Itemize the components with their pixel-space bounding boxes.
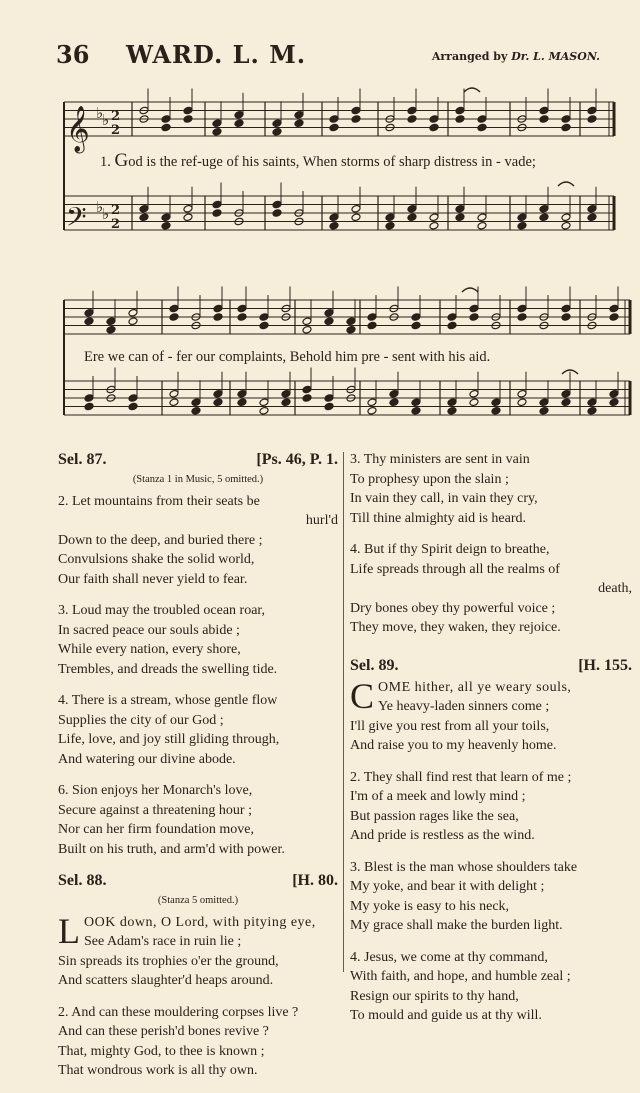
verse-line: 3. Loud may the troubled ocean roar, [58, 603, 266, 618]
svg-text:𝄢: 𝄢 [66, 201, 87, 239]
note-head [294, 110, 304, 119]
selection-header [58, 871, 338, 893]
note-head [329, 115, 339, 124]
note-head [561, 115, 571, 124]
fermata-icon [464, 88, 480, 92]
note-head [561, 398, 571, 407]
stanza [350, 540, 632, 638]
lyric-dropcap: G [114, 150, 129, 171]
verse-line: death, [598, 581, 632, 596]
verse-line: With faith, and hope, and humble zeal ; [350, 969, 571, 984]
svg-text:♭: ♭ [102, 111, 110, 129]
note-head [351, 115, 361, 124]
drop-capital: L [58, 910, 80, 951]
music-score [0, 0, 640, 440]
verse-line: Supplies the city of our God ; [58, 712, 224, 728]
note-head [213, 304, 223, 313]
note-head [407, 213, 417, 222]
note-head [587, 398, 597, 407]
note-head [324, 317, 334, 326]
stanza-number: 1. [100, 154, 111, 170]
verse-line: Our faith shall never yield to fear. [58, 571, 248, 587]
note-head [477, 123, 487, 132]
note-head [561, 389, 571, 398]
selection-reference: [Ps. 46, P. 1. [256, 451, 338, 468]
arranger-name: Dr. L. MASON. [511, 50, 600, 63]
note-head [469, 389, 479, 398]
verse-line: That wondrous work is all thy own. [58, 1063, 258, 1078]
svg-text:♭: ♭ [102, 205, 110, 223]
note-head [183, 106, 193, 115]
note-head [302, 325, 312, 334]
note-head [455, 115, 465, 124]
note-head [407, 115, 417, 124]
verse-line: I'll give you rest from all your toils, [350, 718, 550, 734]
note-head [351, 106, 361, 115]
note-head [324, 308, 334, 317]
note-head [539, 106, 549, 115]
fermata-icon [558, 182, 574, 186]
note-head [367, 321, 377, 330]
verse-line: In sacred peace our souls abide ; [58, 622, 240, 638]
stanza [58, 691, 338, 769]
note-head [517, 221, 527, 230]
note-head [212, 209, 222, 218]
svg-text:2: 2 [111, 123, 121, 138]
note-head [213, 313, 223, 322]
note-head [455, 204, 465, 213]
stanza [350, 675, 632, 756]
note-head [587, 406, 597, 415]
verse-line: Resign our spirits to thy hand, [350, 988, 519, 1004]
note-head [609, 398, 619, 407]
note-head [324, 394, 334, 403]
note-head [272, 200, 282, 209]
note-head [169, 304, 179, 313]
note-head [272, 209, 282, 218]
note-head [259, 321, 269, 330]
verse-line: See Adam's race in ruin lie ; [84, 934, 242, 949]
note-head [294, 119, 304, 128]
note-head [212, 200, 222, 209]
note-head [477, 221, 487, 230]
note-head [447, 321, 457, 330]
verse-line: OOK down, O Lord, with pitying eye, [84, 914, 316, 930]
note-head [609, 304, 619, 313]
verse-line: While every nation, every shore, [58, 642, 241, 657]
note-head [367, 398, 377, 407]
verse-line: 2. Let mountains from their seats be [58, 493, 260, 509]
verse-line: And watering our divine abode. [58, 751, 236, 767]
note-head [517, 398, 527, 407]
note-head [169, 398, 179, 407]
verse-line: 3. Thy ministers are sent in vain [350, 452, 530, 467]
verse-line: To mould and guide us at thy will. [350, 1008, 542, 1023]
left-column [58, 450, 338, 1093]
bass-clef-icon [66, 201, 87, 239]
stanza [58, 601, 338, 679]
note-head [429, 115, 439, 124]
note-head [539, 406, 549, 415]
note-head [469, 398, 479, 407]
note-head [447, 406, 457, 415]
note-head [561, 221, 571, 230]
note-head [183, 204, 193, 213]
selection-88 [58, 871, 338, 1081]
verse-line: 3. Blest is the man whose shoulders take [350, 859, 578, 875]
treble-clef-icon [66, 106, 90, 154]
column-divider [343, 452, 344, 972]
verse-line: And scatters slaughter'd heaps around. [58, 973, 274, 988]
selection-number: Sel. 88. [58, 872, 107, 889]
right-column [350, 450, 632, 1038]
verse-line: 4. There is a stream, whose gentle flow [58, 693, 278, 708]
note-head [561, 123, 571, 132]
selection-reference: [H. 155. [578, 656, 632, 674]
note-head [329, 221, 339, 230]
note-head [161, 213, 171, 222]
selection-header [58, 450, 338, 472]
note-head [517, 389, 527, 398]
note-head [237, 304, 247, 313]
note-head [491, 406, 501, 415]
note-head [539, 213, 549, 222]
verse-line: My yoke, and bear it with delight ; [350, 879, 545, 894]
svg-text:𝄞: 𝄞 [66, 106, 90, 152]
svg-text:2: 2 [111, 217, 121, 232]
note-head [517, 213, 527, 222]
selection-note: (Stanza 1 in Music, 5 omitted.) [132, 474, 264, 485]
note-head [302, 394, 312, 403]
lyric-line-1 [100, 150, 536, 172]
note-head [139, 213, 149, 222]
verse-line: And can these perish'd bones revive ? [58, 1024, 269, 1039]
note-head [213, 389, 223, 398]
verse-line: My grace shall make the burden light. [350, 918, 563, 933]
note-head [161, 115, 171, 124]
lyric-line-2: Ere we can of - fer our complaints, Behold him pre - sent with his aid. [84, 349, 491, 365]
note-head [212, 119, 222, 128]
note-head [84, 308, 94, 317]
verse-line: Built on his truth, and arm'd with power. [58, 841, 285, 857]
note-head [234, 119, 244, 128]
stanza [58, 781, 338, 859]
note-head [281, 398, 291, 407]
note-head [455, 213, 465, 222]
verse-line: In vain they call, in vain they cry, [350, 491, 538, 506]
note-head [237, 398, 247, 407]
verse-line: But passion rages like the sea, [350, 808, 519, 824]
note-head [183, 213, 193, 222]
verse-line: To prophesy upon the slain ; [350, 471, 509, 487]
note-head [259, 313, 269, 322]
svg-text:2: 2 [111, 203, 121, 218]
note-head [455, 106, 465, 115]
note-head [302, 317, 312, 326]
note-head [447, 313, 457, 322]
note-head [587, 106, 597, 115]
note-head [539, 398, 549, 407]
note-head [84, 317, 94, 326]
note-head [351, 204, 361, 213]
note-head [346, 317, 356, 326]
verse-line: Down to the deep, and buried there ; [58, 532, 263, 548]
note-head [237, 389, 247, 398]
note-head [259, 398, 269, 407]
verse-line: My yoke is easy to his neck, [350, 898, 510, 914]
note-head [128, 402, 138, 411]
note-head [281, 389, 291, 398]
note-head [517, 304, 527, 313]
note-head [191, 398, 201, 407]
note-head [517, 313, 527, 322]
note-head [411, 313, 421, 322]
verse-line: Till thine almighty aid is heard. [350, 510, 527, 526]
note-head [106, 317, 116, 326]
verse-line: Trembles, and dreads the swelling tide. [58, 661, 278, 677]
note-head [411, 321, 421, 330]
note-head [272, 127, 282, 136]
svg-text:♭: ♭ [96, 198, 104, 216]
verse-line: And pride is restless as the wind. [350, 828, 535, 843]
verse-line: OME hither, all ye weary souls, [378, 679, 572, 695]
note-head [191, 406, 201, 415]
note-head [351, 213, 361, 222]
stanza [350, 768, 632, 846]
note-head [128, 394, 138, 403]
note-head [587, 204, 597, 213]
note-head [469, 313, 479, 322]
svg-text:♭: ♭ [96, 104, 104, 122]
note-head [587, 213, 597, 222]
note-head [259, 406, 269, 415]
note-head [609, 313, 619, 322]
note-head [128, 308, 138, 317]
note-head [346, 325, 356, 334]
note-head [106, 325, 116, 334]
note-head [367, 406, 377, 415]
verse-line: 6. Sion enjoys her Monarch's love, [58, 783, 253, 798]
selection-reference: [H. 80. [292, 872, 338, 889]
note-head [84, 402, 94, 411]
note-head [237, 313, 247, 322]
note-head [161, 221, 171, 230]
verse-line: Nor can her firm foundation move, [58, 822, 254, 837]
tune-title: WARD. L. M. [126, 40, 307, 69]
arranger-prefix: Arranged by [431, 50, 508, 63]
verse-line: And raise you to my heavenly home. [350, 738, 557, 753]
verse-line: 4. Jesus, we come at thy command, [350, 949, 548, 965]
note-head [161, 123, 171, 132]
selection-87 [58, 450, 338, 859]
note-head [324, 402, 334, 411]
note-head [561, 213, 571, 222]
selection-number: Sel. 89. [350, 656, 399, 674]
note-head [84, 394, 94, 403]
verse-line: Convulsions shake the solid world, [58, 552, 255, 567]
note-head [447, 398, 457, 407]
note-head [139, 204, 149, 213]
drop-capital: C [350, 675, 375, 716]
note-head [367, 313, 377, 322]
selection-number: Sel. 87. [58, 451, 107, 468]
note-head [539, 115, 549, 124]
note-head [389, 398, 399, 407]
note-head [429, 221, 439, 230]
note-head [491, 398, 501, 407]
verse-line: 4. But if thy Spirit deign to breathe, [350, 542, 550, 557]
verse-line: Sin spreads its trophies o'er the ground, [58, 953, 279, 969]
verse-line: Life, love, and joy still gliding through, [58, 732, 280, 747]
verse-line: 2. They shall find rest that learn of me ; [350, 769, 572, 785]
verse-line: That, mighty God, to thee is known ; [58, 1043, 265, 1059]
note-head [302, 385, 312, 394]
note-head [411, 406, 421, 415]
svg-text:2: 2 [111, 109, 121, 124]
note-head [385, 221, 395, 230]
note-head [128, 317, 138, 326]
note-head [169, 389, 179, 398]
page-number: 36 [56, 40, 90, 69]
note-head [212, 127, 222, 136]
note-head [389, 389, 399, 398]
note-head [169, 313, 179, 322]
stanza [58, 492, 338, 590]
stanza [58, 1003, 338, 1081]
note-head [587, 115, 597, 124]
stanza [350, 450, 632, 528]
verse-line: Ye heavy-laden sinners come ; [378, 699, 550, 714]
stanza [350, 948, 632, 1026]
note-head [429, 123, 439, 132]
stanza [350, 858, 632, 936]
note-head [477, 213, 487, 222]
fermata-icon [462, 288, 478, 292]
selection-89 [350, 656, 632, 1026]
verse-line: Life spreads through all the realms of [350, 561, 560, 577]
note-head [329, 123, 339, 132]
note-head [407, 204, 417, 213]
verse-line: Dry bones obey thy powerful voice ; [350, 600, 556, 616]
selection-header [350, 656, 632, 678]
note-head [609, 389, 619, 398]
verse-line: hurl'd [305, 513, 338, 528]
note-head [272, 119, 282, 128]
selection-note: (Stanza 5 omitted.) [157, 895, 239, 906]
verse-line: They move, they waken, they rejoice. [350, 620, 561, 635]
note-head [561, 313, 571, 322]
note-head [385, 213, 395, 222]
note-head [183, 115, 193, 124]
verse-line: Secure against a threatening hour ; [58, 802, 252, 818]
note-head [234, 110, 244, 119]
note-head [411, 398, 421, 407]
stanza [58, 910, 338, 991]
note-head [477, 115, 487, 124]
note-head [561, 304, 571, 313]
verse-line: I'm of a meek and lowly mind ; [350, 789, 526, 804]
note-head [539, 204, 549, 213]
note-head [213, 398, 223, 407]
note-head [429, 213, 439, 222]
note-head [407, 106, 417, 115]
note-head [329, 213, 339, 222]
lyric-text-1: od is the ref-uge of his saints, When storms of sharp distress in - vade; [128, 154, 536, 170]
note-head [469, 304, 479, 313]
verse-line: 2. And can these mouldering corpses live ? [58, 1004, 299, 1020]
